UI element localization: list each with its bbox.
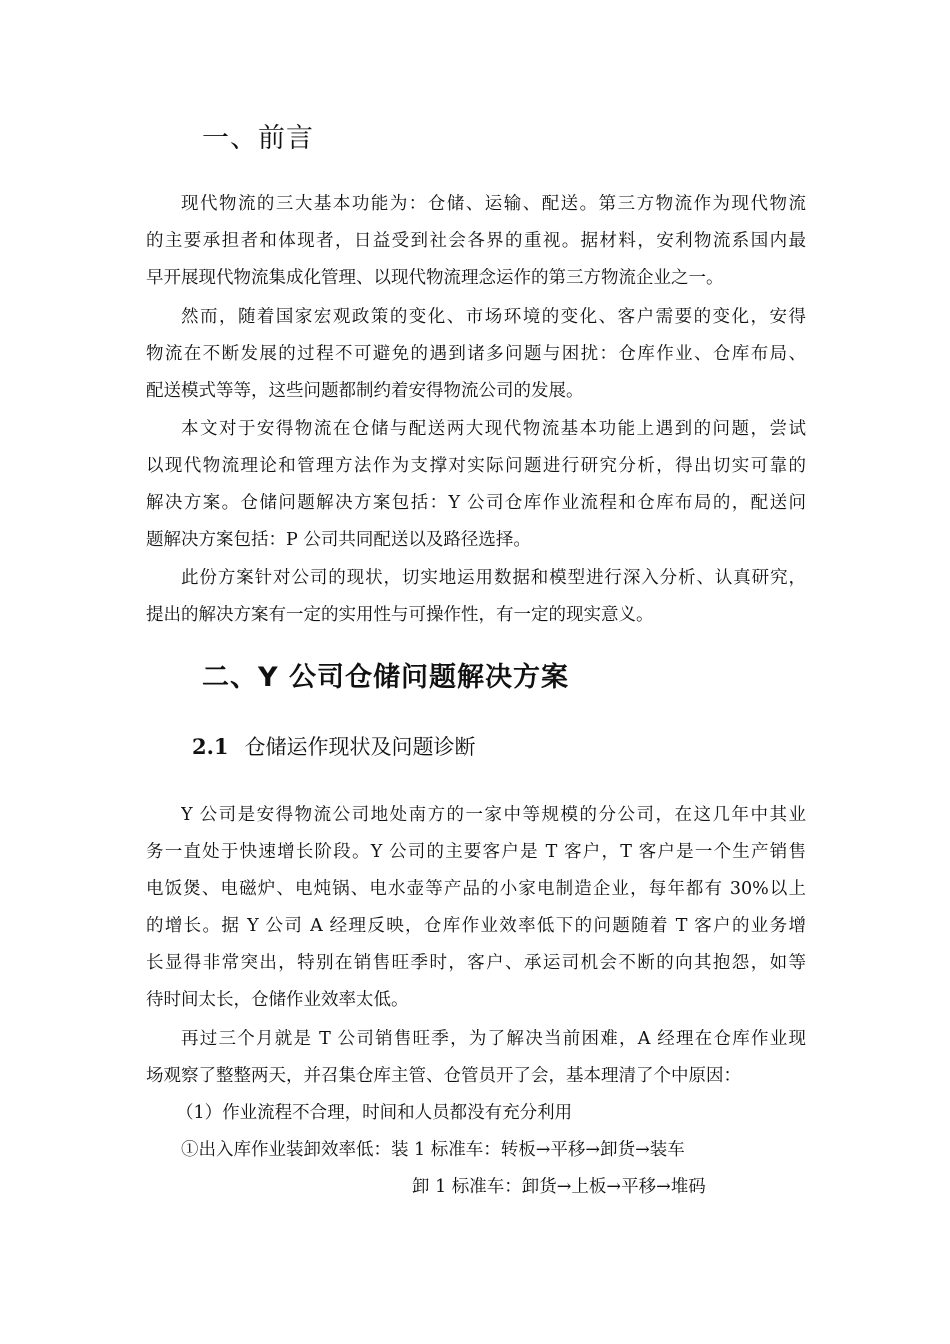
section-heading-warehouse-solution: 二、Y 公司仓储问题解决方案 (202, 662, 569, 693)
paragraph-line: 解决方案。仓储问题解决方案包括：Y 公司仓库作业流程和仓库布局的，配送问 (146, 493, 806, 513)
paragraph-line: 的主要承担者和体现者，日益受到社会各界的重视。据材料，安利物流系国内最 (146, 231, 806, 251)
subsection-heading (192, 731, 476, 761)
list-item: ①出入库作业装卸效率低：装 1 标准车：转板→平移→卸货→装车 (181, 1140, 685, 1160)
paragraph-line: 此份方案针对公司的现状，切实地运用数据和模型进行深入分析、认真研究， (181, 568, 806, 588)
paragraph-line: Y 公司是安得物流公司地处南方的一家中等规模的分公司，在这几年中其业 (181, 805, 806, 825)
paragraph-line: 早开展现代物流集成化管理、以现代物流理念运作的第三方物流企业之一。 (146, 268, 724, 288)
paragraph-line: 提出的解决方案有一定的实用性与可操作性，有一定的现实意义。 (146, 605, 654, 625)
paragraph-line: 场观察了整整两天，并召集仓库主管、仓管员开了会，基本理清了个中原因： (146, 1066, 741, 1086)
paragraph-line: 电饭煲、电磁炉、电炖锅、电水壶等产品的小家电制造企业，每年都有 30%以上 (146, 879, 806, 899)
paragraph-line: 待时间太长，仓储作业效率太低。 (146, 990, 409, 1010)
list-item: 卸 1 标准车：卸货→上板→平移→堆码 (412, 1177, 706, 1197)
section-heading-preface: 一、前言 (202, 123, 314, 154)
paragraph-line: 的增长。据 Y 公司 A 经理反映，仓库作业效率低下的问题随着 T 客户的业务增 (146, 916, 806, 936)
paragraph-line: 配送模式等等，这些问题都制约着安得物流公司的发展。 (146, 381, 584, 401)
paragraph-line: 本文对于安得物流在仓储与配送两大现代物流基本功能上遇到的问题，尝试 (181, 419, 806, 439)
paragraph-line: 以现代物流理论和管理方法作为支撑对实际问题进行研究分析，得出切实可靠的 (146, 456, 806, 476)
list-item: （1）作业流程不合理，时间和人员都没有充分利用 (176, 1103, 573, 1123)
paragraph-line: 物流在不断发展的过程不可避免的遇到诸多问题与困扰：仓库作业、仓库布局、 (146, 344, 806, 364)
paragraph-line: 务一直处于快速增长阶段。Y 公司的主要客户是 T 客户，T 客户是一个生产销售 (146, 842, 806, 862)
subsection-title: 仓储运作现状及问题诊断 (244, 735, 476, 759)
paragraph-line: 题解决方案包括：P 公司共同配送以及路径选择。 (146, 530, 531, 550)
paragraph-line: 然而，随着国家宏观政策的变化、市场环境的变化、客户需要的变化，安得 (181, 307, 806, 327)
subsection-number: 2.1 (192, 734, 229, 759)
paragraph-line: 长显得非常突出，特别在销售旺季时，客户、承运司机会不断的向其抱怨，如等 (146, 953, 806, 973)
paragraph-line: 再过三个月就是 T 公司销售旺季，为了解决当前困难，A 经理在仓库作业现 (181, 1029, 806, 1049)
paragraph-line: 现代物流的三大基本功能为：仓储、运输、配送。第三方物流作为现代物流 (181, 194, 806, 214)
